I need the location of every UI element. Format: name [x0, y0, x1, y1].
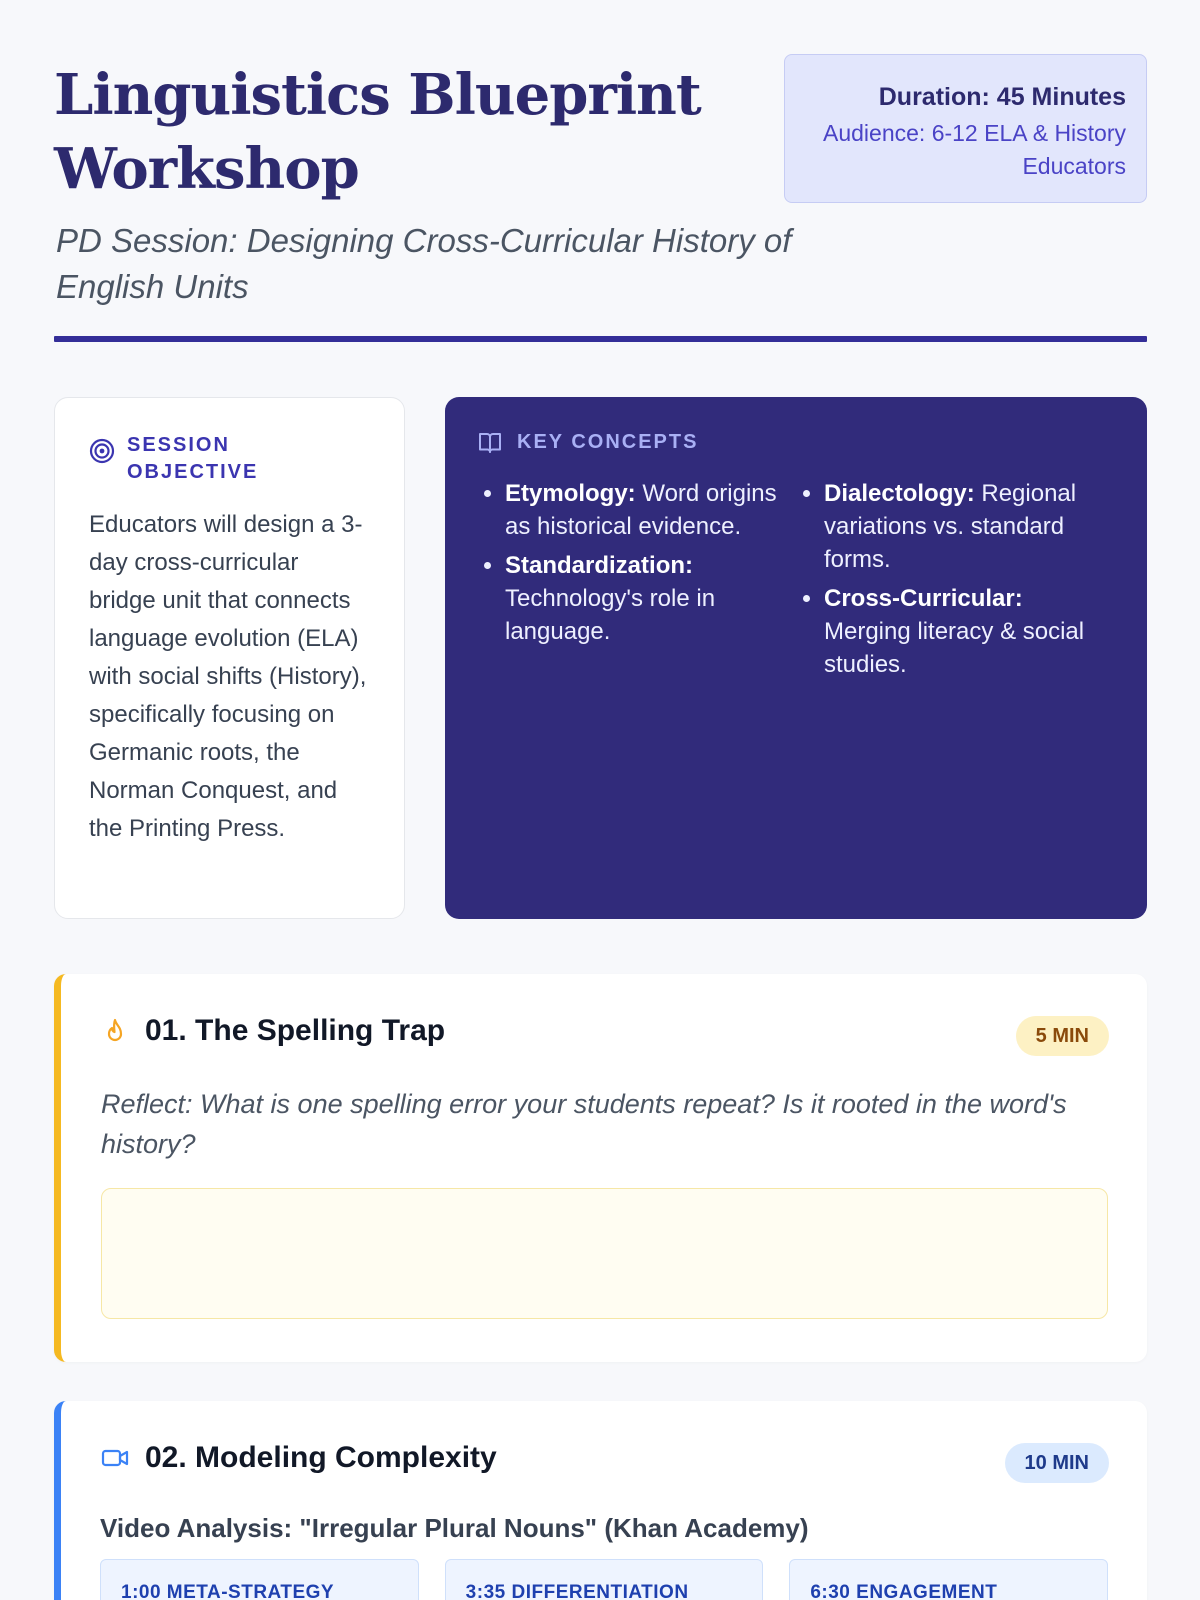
concepts-column-left [477, 477, 796, 687]
concept-term: Dialectology: [824, 480, 975, 507]
section-title: 01. The Spelling Trap [145, 1014, 446, 1047]
page-title [54, 58, 774, 206]
concepts-header [477, 429, 1115, 455]
video-analysis-title: Video Analysis: "Irregular Plural Nouns" (Khan Academy) [100, 1513, 809, 1543]
concept-item [824, 582, 1115, 681]
page-title-line2: Workshop [54, 136, 359, 202]
concepts-column-right [796, 477, 1115, 687]
concept-item [505, 477, 796, 543]
session-audience: Audience: 6-12 ELA & History Educators [823, 120, 1126, 179]
header-divider [54, 336, 1147, 342]
concept-desc: Merging literacy & social studies. [824, 618, 1085, 678]
timestamp-card[interactable]: 6:30 ENGAGEMENT [789, 1559, 1108, 1600]
section-header [101, 1014, 445, 1048]
objective-label-line1: SESSION [127, 434, 230, 456]
session-objective-card [54, 397, 405, 919]
concept-desc: Word origins as historical evidence. [505, 480, 777, 540]
timestamp-row [100, 1559, 1108, 1600]
objective-label [127, 432, 258, 486]
target-icon [89, 438, 115, 464]
objective-text: Educators will design a 3-day cross-curricular bridge unit that connects language evolution (ELA) with social shifts (History), specifically focusing on Germanic roots, the Norman Conquest, and the Printing Press. [89, 511, 367, 842]
video-camera-icon [101, 1444, 129, 1472]
objective-header [89, 432, 370, 486]
concept-term: Standardization: [505, 552, 694, 579]
concepts-label: KEY CONCEPTS [517, 430, 699, 453]
concept-item [505, 549, 796, 648]
section-spelling-trap [54, 974, 1147, 1362]
section-title: 02. Modeling Complexity [145, 1441, 497, 1474]
session-duration: Duration: 45 Minutes [878, 83, 1126, 111]
section-header [101, 1441, 497, 1475]
concept-item [824, 477, 1115, 576]
duration-badge: 5 MIN [1016, 1016, 1109, 1056]
duration-badge: 10 MIN [1005, 1443, 1109, 1483]
page-header [54, 54, 1147, 344]
page-subtitle: PD Session: Designing Cross-Curricular History of English Units [56, 222, 792, 305]
concept-term: Etymology: [505, 480, 636, 507]
concept-term: Cross-Curricular: [824, 585, 1023, 612]
timestamp-card[interactable]: 3:35 DIFFERENTIATION [445, 1559, 764, 1600]
concepts-columns [477, 477, 1115, 687]
book-icon [477, 429, 503, 455]
concept-desc: Regional variations vs. standard forms. [824, 480, 1077, 573]
reflection-prompt: Reflect: What is one spelling error your students repeat? Is it rooted in the word's history? [101, 1089, 1067, 1159]
objective-label-line2: OBJECTIVE [127, 461, 259, 483]
concept-desc: Technology's role in language. [505, 585, 716, 645]
key-concepts-card [445, 397, 1147, 919]
page-title-line1: Linguistics Blueprint [54, 62, 701, 128]
flame-icon [101, 1017, 129, 1045]
timestamp-card[interactable]: 1:00 META-STRATEGY [100, 1559, 419, 1600]
session-meta-box [784, 54, 1147, 203]
section-modeling-complexity [54, 1401, 1147, 1600]
reflection-answer-field[interactable] [101, 1188, 1108, 1319]
